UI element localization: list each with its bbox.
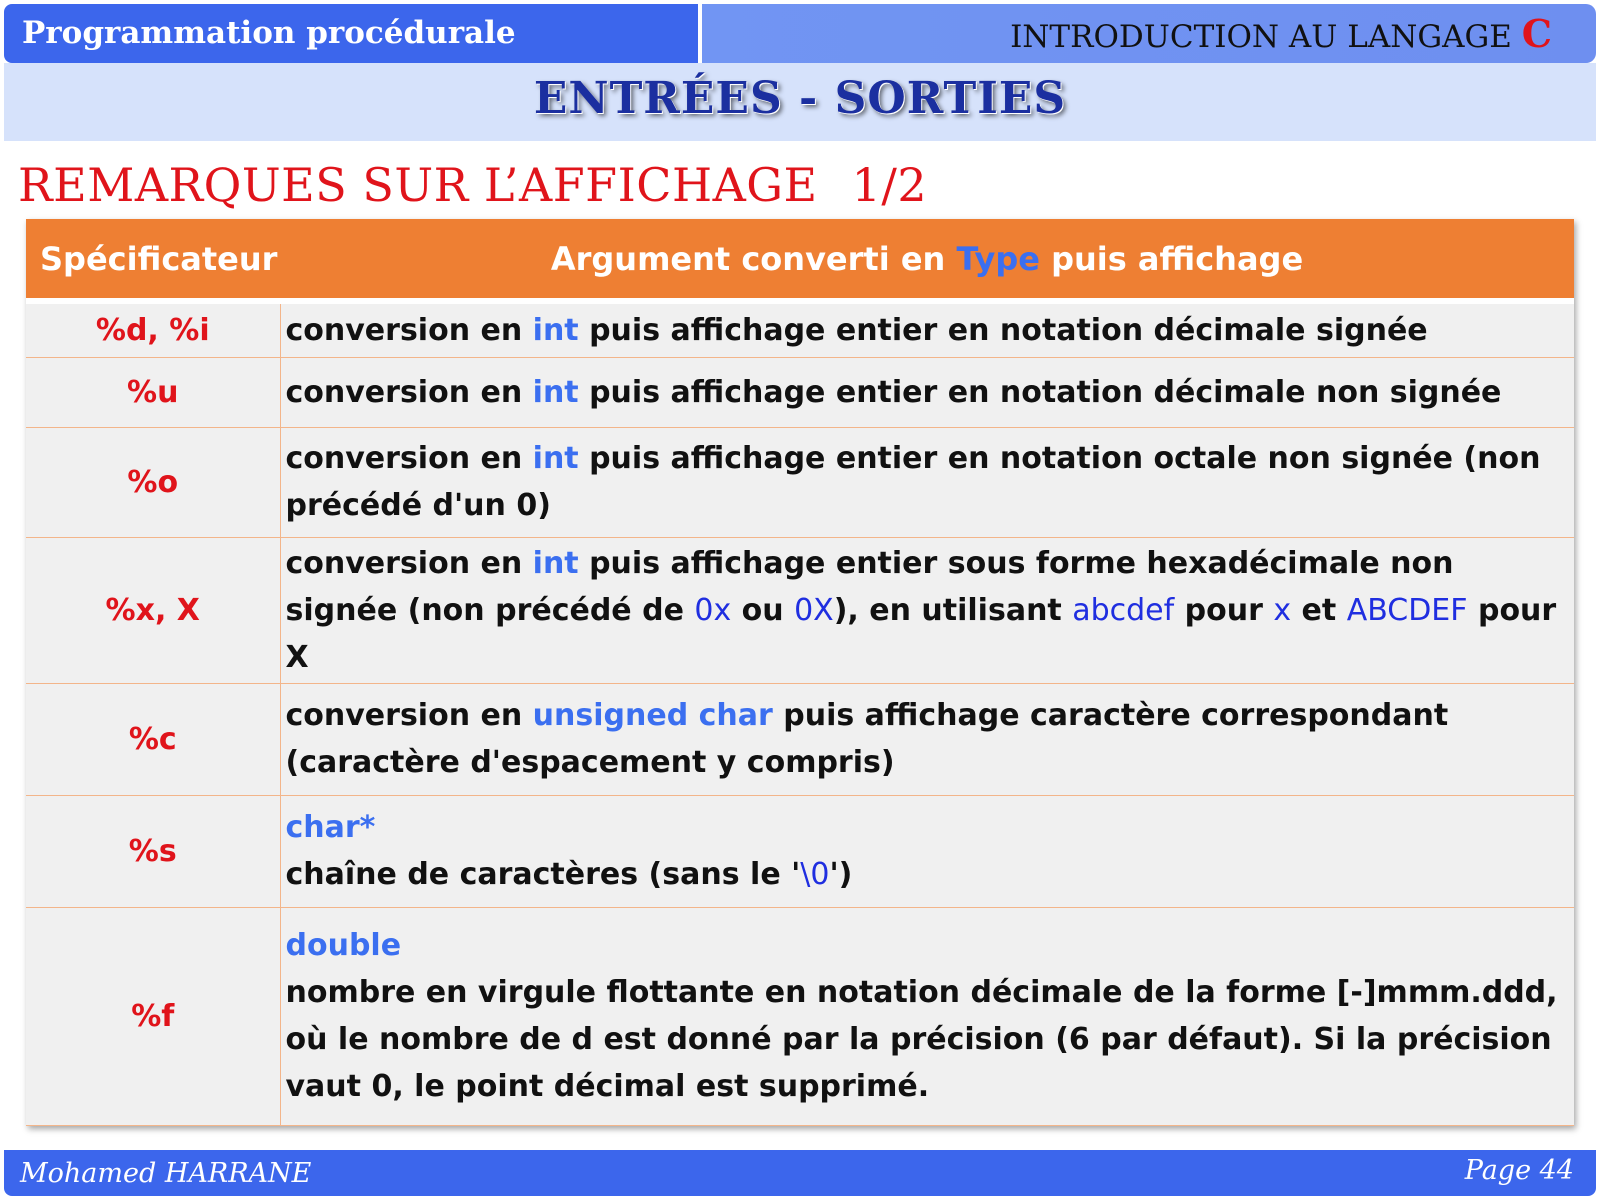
desc-text: conversion en	[285, 698, 533, 733]
desc-text: pour X	[285, 592, 1557, 675]
description-cell	[280, 427, 1574, 537]
specifier-table	[26, 219, 1574, 1126]
description-cell	[280, 357, 1574, 427]
code-null-char: \0	[800, 857, 830, 892]
subject-title	[702, 4, 1596, 63]
subject-text: INTRODUCTION AU LANGAGE	[1010, 19, 1522, 55]
description-cell	[280, 907, 1574, 1125]
desc-text: puis affichage entier en notation octale non signée (non précédé d'un 0)	[285, 441, 1541, 523]
desc-text: nombre en virgule flottante en notation décimale de la forme [-]mmm.ddd, où le nombre de d est donné par la précision (6 par défaut). Si la précision vaut 0, le point décimal est supprimé.	[285, 975, 1558, 1104]
code-0x: 0x	[694, 592, 732, 628]
section-part: 1/2	[851, 158, 928, 212]
table-row	[26, 427, 1574, 537]
specifier-cell: %f	[26, 907, 280, 1125]
table-row	[26, 537, 1574, 683]
specifier-cell: %c	[26, 683, 280, 795]
desc-text: puis affichage entier sous forme hexadécimale non signée (non précédé de	[285, 545, 1454, 628]
page-number: Page 44	[1464, 1155, 1574, 1186]
desc-text: chaîne de caractères (sans le '	[285, 857, 801, 892]
table-row	[26, 357, 1574, 427]
code-x: x	[1273, 592, 1292, 628]
specifier-cell: %s	[26, 795, 280, 907]
table-row	[26, 795, 1574, 907]
subject-letter: C	[1521, 11, 1552, 56]
desc-text: ')	[829, 857, 853, 892]
desc-text: conversion en	[285, 312, 533, 348]
code-0X: 0X	[794, 592, 834, 628]
specifier-cell: %u	[26, 357, 280, 427]
specifier-cell: %o	[26, 427, 280, 537]
desc-text: et	[1291, 592, 1347, 628]
type-keyword: double	[285, 928, 402, 963]
type-keyword: int	[532, 545, 579, 581]
course-title: Programmation procédurale	[4, 4, 698, 63]
table-row	[26, 301, 1574, 357]
footer-bar	[4, 1150, 1596, 1196]
description-cell	[280, 795, 1574, 907]
code-abcdef: abcdef	[1072, 592, 1175, 628]
desc-line	[286, 851, 1569, 898]
code-ABCDEF: ABCDEF	[1346, 592, 1468, 628]
section-title	[18, 150, 927, 220]
author-name: Mohamed HARRANE	[20, 1158, 312, 1189]
description-cell	[280, 537, 1574, 683]
desc-text: conversion en	[285, 374, 533, 410]
table-row	[26, 907, 1574, 1125]
col2-after: puis affichage	[1039, 239, 1304, 278]
desc-text: puis affichage entier en notation décimale signée	[578, 312, 1428, 348]
desc-text: conversion en	[285, 545, 533, 581]
col-header-specifier: Spécificateur	[26, 219, 280, 301]
desc-text: puis affichage entier en notation décimale non signée	[578, 374, 1502, 410]
description-cell	[280, 683, 1574, 795]
type-keyword: int	[532, 441, 579, 476]
section-title-text: REMARQUES SUR L’AFFICHAGE	[18, 158, 818, 212]
specifier-cell: %d, %i	[26, 301, 280, 357]
chapter-title: ENTRÉES - SORTIES	[533, 73, 1067, 124]
desc-text: ), en utilisant	[833, 592, 1073, 628]
desc-text: ou	[731, 592, 795, 628]
table-header-row	[26, 219, 1574, 301]
description-cell	[280, 301, 1574, 357]
desc-text: conversion en	[285, 441, 533, 476]
type-keyword: int	[532, 374, 579, 410]
col-header-argument	[280, 219, 1574, 301]
table-row	[26, 683, 1574, 795]
desc-text: pour	[1174, 592, 1274, 628]
specifier-cell: %x, X	[26, 537, 280, 683]
col2-before: Argument converti en	[550, 239, 957, 278]
type-keyword: unsigned char	[532, 698, 773, 733]
col2-type: Type	[956, 239, 1040, 278]
type-keyword: int	[532, 312, 579, 348]
desc-text: puis affichage caractère correspondant (caractère d'espacement y compris)	[285, 698, 1449, 780]
type-keyword: char*	[285, 810, 376, 845]
